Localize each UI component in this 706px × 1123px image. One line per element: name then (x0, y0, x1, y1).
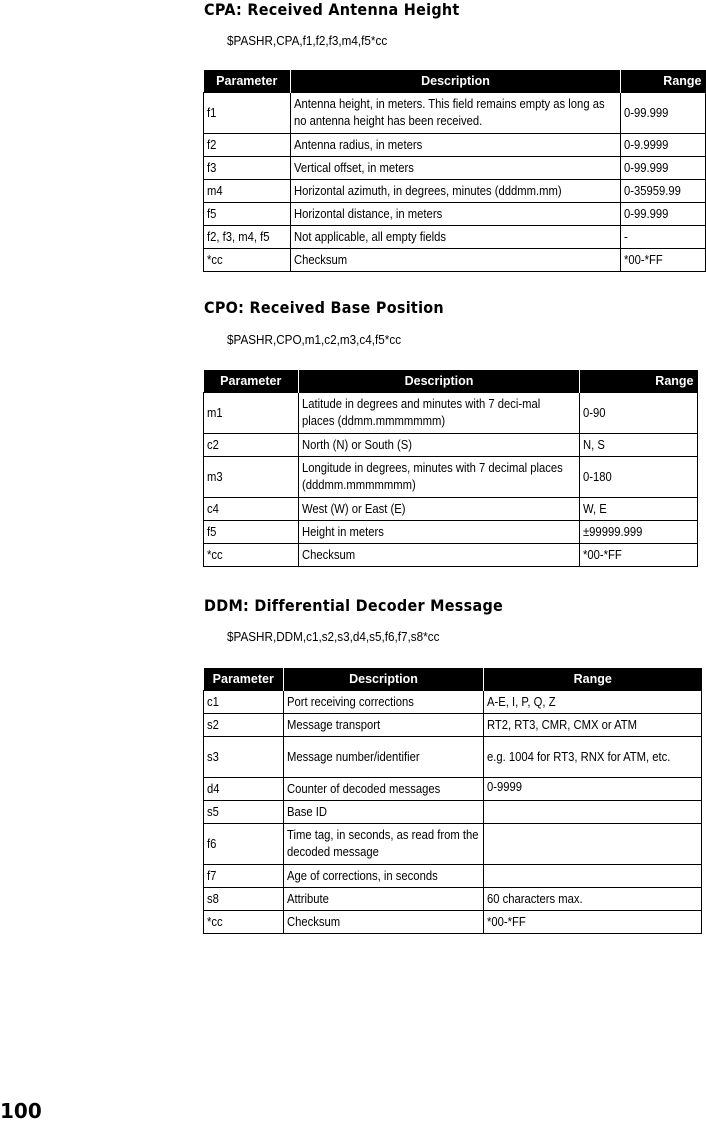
cell-description: Message transport (284, 714, 484, 737)
table-row (204, 498, 698, 521)
table-row (204, 865, 702, 888)
section-title-cpo: CPO: Received Base Position (204, 298, 444, 317)
cell-parameter: f3 (204, 157, 291, 180)
cell-range: 0-9.9999 (621, 134, 706, 157)
cell-range: 0-99.999 (621, 93, 706, 134)
syntax-ddm: $PASHR,DDM,c1,s2,s3,d4,s5,f6,f7,s8*cc (227, 629, 440, 644)
cell-description: Height in meters (299, 521, 580, 544)
section-title-cpa: CPA: Received Antenna Height (204, 0, 460, 19)
cell-description: Horizontal azimuth, in degrees, minutes (dddmm.mm) (291, 180, 621, 203)
header-range: Range (621, 70, 706, 93)
header-parameter: Parameter (204, 668, 284, 691)
parameter-table-cpo (203, 370, 698, 567)
table-header-row (204, 370, 698, 393)
cell-range: A-E, I, P, Q, Z (484, 691, 702, 714)
cell-range: 0-9999 (484, 778, 702, 801)
table-row (204, 457, 698, 498)
header-description: Description (299, 370, 580, 393)
cell-description: Not applicable, all empty fields (291, 226, 621, 249)
cell-parameter: m4 (204, 180, 291, 203)
cell-parameter: s3 (204, 737, 284, 778)
cell-parameter: f6 (204, 824, 284, 865)
table-row (204, 180, 706, 203)
table-row (204, 393, 698, 434)
table-row (204, 226, 706, 249)
cell-range: N, S (580, 434, 698, 457)
cell-parameter: m1 (204, 393, 299, 434)
table-row (204, 714, 702, 737)
cell-description: Counter of decoded messages (284, 778, 484, 801)
cell-description: Age of corrections, in seconds (284, 865, 484, 888)
cell-description: West (W) or East (E) (299, 498, 580, 521)
cell-parameter: s5 (204, 801, 284, 824)
cell-parameter: s2 (204, 714, 284, 737)
cell-range: RT2, RT3, CMR, CMX or ATM (484, 714, 702, 737)
cell-description: Base ID (284, 801, 484, 824)
cell-range: 60 characters max. (484, 888, 702, 911)
table-row (204, 93, 706, 134)
cell-range: e.g. 1004 for RT3, RNX for ATM, etc. (484, 737, 702, 778)
cell-parameter: s8 (204, 888, 284, 911)
cell-parameter: *cc (204, 911, 284, 934)
cell-range: 0-180 (580, 457, 698, 498)
parameter-table-ddm (203, 668, 702, 934)
cell-description: Antenna radius, in meters (291, 134, 621, 157)
cell-description: Horizontal distance, in meters (291, 203, 621, 226)
cell-range: *00-*FF (484, 911, 702, 934)
cell-description: North (N) or South (S) (299, 434, 580, 457)
table-row (204, 203, 706, 226)
cell-description: Time tag, in seconds, as read from the decoded message (284, 824, 484, 865)
section-title-ddm: DDM: Differential Decoder Message (204, 596, 504, 615)
table-row (204, 737, 702, 778)
table-row (204, 134, 706, 157)
cell-range (484, 865, 702, 888)
syntax-cpo: $PASHR,CPO,m1,c2,m3,c4,f5*cc (227, 332, 402, 347)
header-description: Description (284, 668, 484, 691)
cell-range: 0-99.999 (621, 203, 706, 226)
cell-range: 0-35959.99 (621, 180, 706, 203)
cell-range (484, 801, 702, 824)
cell-range (484, 824, 702, 865)
table-row (204, 544, 698, 567)
syntax-cpa: $PASHR,CPA,f1,f2,f3,m4,f5*cc (227, 33, 388, 48)
cell-description: Vertical offset, in meters (291, 157, 621, 180)
table-header-row (204, 70, 706, 93)
cell-description: Attribute (284, 888, 484, 911)
cell-parameter: f7 (204, 865, 284, 888)
cell-description: Port receiving corrections (284, 691, 484, 714)
cell-parameter: f5 (204, 203, 291, 226)
cell-parameter: d4 (204, 778, 284, 801)
table-row (204, 434, 698, 457)
header-range: Range (580, 370, 698, 393)
cell-range: - (621, 226, 706, 249)
cell-range: *00-*FF (621, 249, 706, 272)
table-row (204, 888, 702, 911)
cell-range: 0-90 (580, 393, 698, 434)
header-range: Range (484, 668, 702, 691)
cell-description: Checksum (299, 544, 580, 567)
cell-parameter: f2 (204, 134, 291, 157)
cell-description: Checksum (284, 911, 484, 934)
table-row (204, 801, 702, 824)
parameter-table-cpa (203, 70, 706, 272)
cell-parameter: *cc (204, 544, 299, 567)
table-row (204, 249, 706, 272)
table-header-row (204, 668, 702, 691)
cell-parameter: m3 (204, 457, 299, 498)
cell-parameter: c4 (204, 498, 299, 521)
table-row (204, 824, 702, 865)
header-description: Description (291, 70, 621, 93)
cell-range: ±99999.999 (580, 521, 698, 544)
cell-description: Antenna height, in meters. This field remains empty as long as no antenna height has been received. (291, 93, 621, 134)
table-row (204, 778, 702, 801)
cell-parameter: f2, f3, m4, f5 (204, 226, 291, 249)
cell-parameter: f1 (204, 93, 291, 134)
cell-description: Checksum (291, 249, 621, 272)
cell-parameter: f5 (204, 521, 299, 544)
page-number: 100 (0, 1099, 42, 1123)
cell-parameter: *cc (204, 249, 291, 272)
table-row (204, 911, 702, 934)
table-row (204, 691, 702, 714)
cell-description: Latitude in degrees and minutes with 7 deci-mal places (ddmm.mmmmmmm) (299, 393, 580, 434)
cell-range: 0-99.999 (621, 157, 706, 180)
cell-range: *00-*FF (580, 544, 698, 567)
cell-parameter: c1 (204, 691, 284, 714)
cell-description: Longitude in degrees, minutes with 7 decimal places (dddmm.mmmmmmm) (299, 457, 580, 498)
table-row (204, 521, 698, 544)
cell-parameter: c2 (204, 434, 299, 457)
table-row (204, 157, 706, 180)
header-parameter: Parameter (204, 70, 291, 93)
header-parameter: Parameter (204, 370, 299, 393)
cell-description: Message number/identifier (284, 737, 484, 778)
cell-range: W, E (580, 498, 698, 521)
